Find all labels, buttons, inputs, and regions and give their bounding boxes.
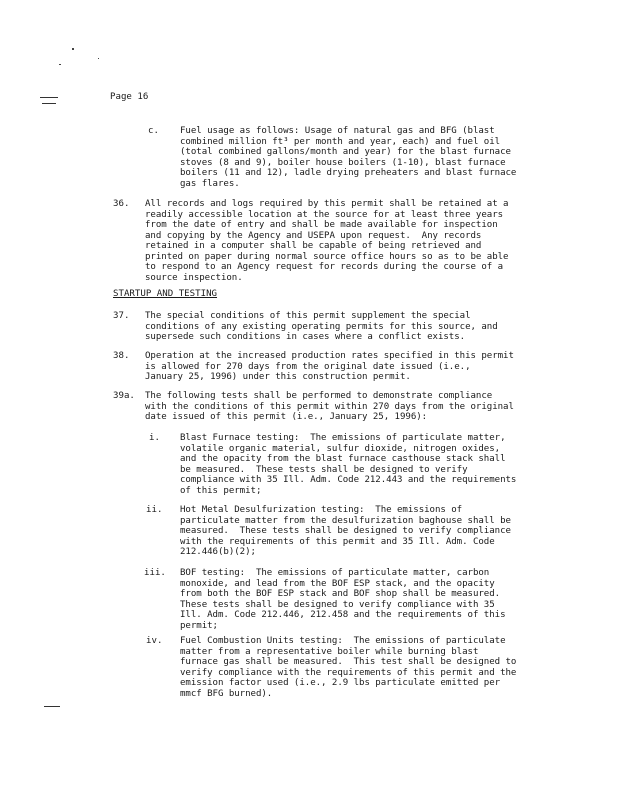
- text-line: of this permit;: [180, 485, 262, 496]
- text-line: to respond to an Agency request for records during the course of a: [145, 262, 504, 272]
- subitem-label: iv.: [146, 636, 163, 646]
- text-line: 212.446(b)(2);: [180, 547, 256, 557]
- scan-mark: [40, 97, 58, 98]
- item-label: 37.: [113, 311, 130, 321]
- text-line: retained in a computer shall be capable of being retrieved and: [145, 241, 482, 251]
- text-line: furnace gas shall be measured. This test shall be designed to: [180, 657, 517, 667]
- text-line: particulate matter from the desulfurization baghouse shall be: [180, 515, 511, 526]
- text-line: date issued of this permit (i.e., January 25, 1996):: [145, 412, 428, 422]
- text-line: be measured. These tests shall be designed to verify: [180, 464, 468, 475]
- text-line: compliance with 35 Ill. Adm. Code 212.443 and the requirements: [180, 475, 517, 485]
- text-line: combined million ft³ per month and year, each) and fuel oil: [180, 136, 501, 147]
- text-line: All records and logs required by this permit shall be retained at a: [145, 199, 509, 209]
- text-line: Fuel Combustion Units testing: The emissions of particulate: [180, 636, 506, 646]
- text-line: mmcf BFG burned).: [180, 688, 273, 699]
- text-line: The special conditions of this permit supplement the special: [145, 311, 471, 321]
- item-label: 36.: [113, 199, 130, 209]
- text-line: verify compliance with the requirements of this permit and the: [180, 667, 517, 678]
- text-line: from the date of entry and shall be made available for inspection: [145, 220, 498, 230]
- text-line: Fuel usage as follows: Usage of natural gas and BFG (blast: [180, 126, 495, 136]
- text-line: from both the BOF ESP stack and BOF shop shall be measured.: [180, 589, 501, 599]
- text-line: conditions of any existing operating permits for this source, and: [145, 321, 498, 332]
- subitem-label: i.: [149, 433, 160, 443]
- text-line: is allowed for 270 days from the original date issued (i.e.,: [145, 361, 471, 372]
- text-line: gas flares.: [180, 178, 240, 189]
- text-line: source inspection.: [145, 272, 243, 283]
- scan-speck: [59, 64, 61, 65]
- text-line: permit;: [180, 620, 218, 631]
- text-line: emission factor used (i.e., 2.9 lbs particulate emitted per: [180, 678, 501, 688]
- text-line: Operation at the increased production rates specified in this permit: [145, 351, 514, 361]
- text-line: These tests shall be designed to verify compliance with 35: [180, 599, 495, 610]
- text-line: boilers (11 and 12), ladle drying preheaters and blast furnace: [180, 168, 517, 178]
- text-line: readily accessible location at the source for at least three years: [145, 209, 504, 220]
- text-line: with the conditions of this permit within 270 days from the original: [145, 401, 514, 412]
- scan-mark: [44, 706, 60, 707]
- text-line: monoxide, and lead from the BOF ESP stack, and the opacity: [180, 578, 495, 589]
- text-line: The following tests shall be performed to demonstrate compliance: [145, 391, 493, 401]
- text-line: matter from a representative boiler while burning blast: [180, 646, 479, 657]
- text-line: (total combined gallons/month and year) for the blast furnace: [180, 147, 511, 157]
- text-line: measured. These tests shall be designed to verify compliance: [180, 526, 511, 536]
- scan-speck: [72, 48, 74, 50]
- item-label: c.: [148, 126, 159, 136]
- text-line: Hot Metal Desulfurization testing: The emissions of: [180, 505, 463, 515]
- subitem-label: ii.: [146, 505, 163, 515]
- scan-mark: [42, 103, 56, 104]
- section-heading: STARTUP AND TESTING: [113, 289, 218, 299]
- page-header: Page 16: [110, 92, 149, 102]
- text-line: stoves (8 and 9), boiler house boilers (1-10), blast furnace: [180, 157, 506, 168]
- text-line: volatile organic material, sulfur dioxide, nitrogen oxides,: [180, 443, 501, 454]
- text-line: Ill. Adm. Code 212.446, 212.458 and the requirements of this: [180, 610, 506, 620]
- text-line: BOF testing: The emissions of particulate matter, carbon: [180, 568, 490, 578]
- text-line: supersede such conditions in cases where a conflict exists.: [145, 332, 466, 342]
- text-line: and copying by the Agency and USEPA upon request. Any records: [145, 230, 482, 241]
- text-line: and the opacity from the blast furnace casthouse stack shall: [180, 454, 506, 464]
- scan-speck: [98, 58, 99, 59]
- text-line: printed on paper during normal source office hours so as to be able: [145, 251, 509, 262]
- item-label: 38.: [113, 351, 130, 361]
- item-label: 39a.: [113, 391, 135, 401]
- text-line: January 25, 1996) under this construction permit.: [145, 372, 411, 382]
- subitem-label: iii.: [144, 568, 166, 578]
- text-line: Blast Furnace testing: The emissions of particulate matter,: [180, 433, 506, 443]
- text-line: with the requirements of this permit and 35 Ill. Adm. Code: [180, 536, 495, 547]
